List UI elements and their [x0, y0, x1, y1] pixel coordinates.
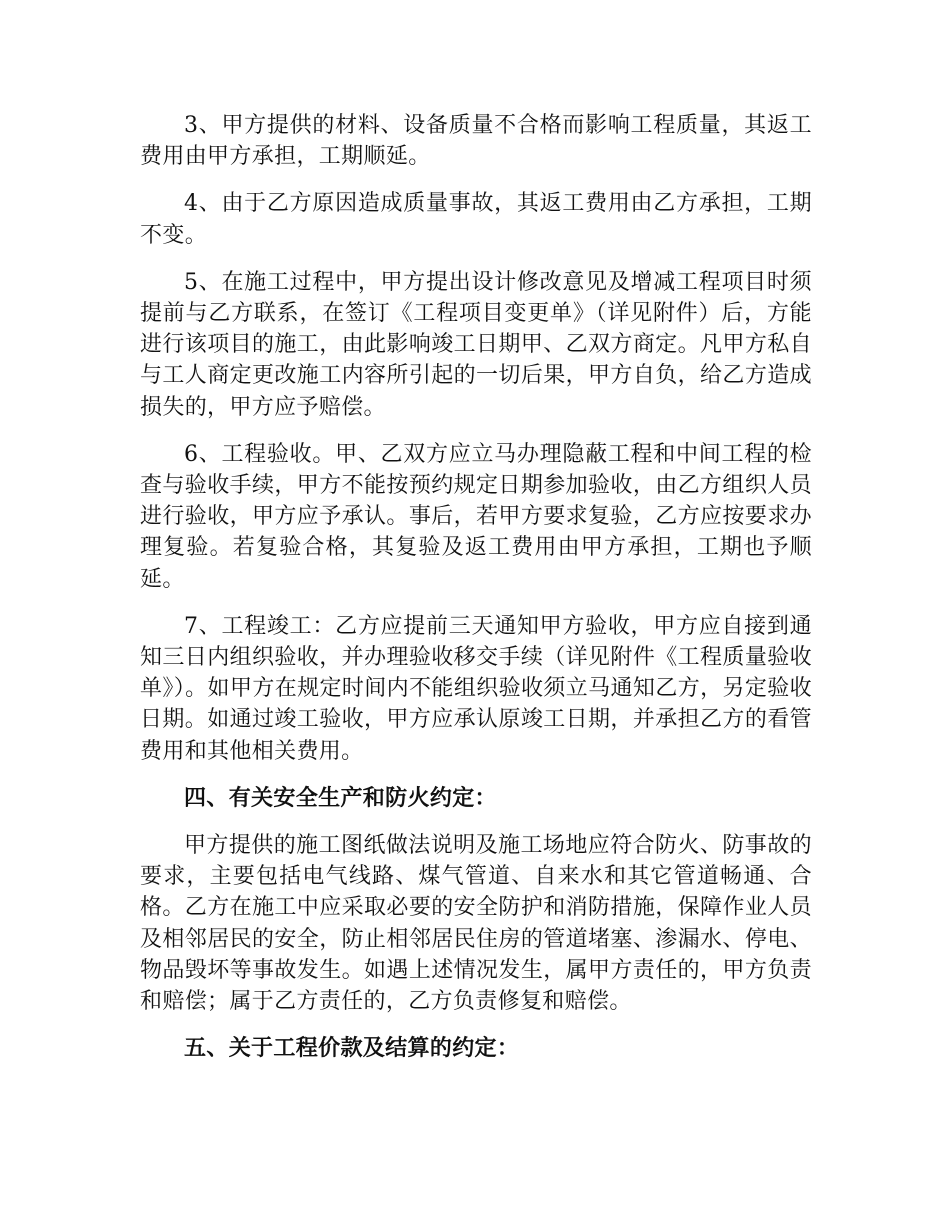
- clause-5: 5、在施工过程中，甲方提出设计修改意见及增减工程项目时须提前与乙方联系，在签订《工程项目变更单》（详见附件）后，方能进行该项目的施工，由此影响竣工日期甲、乙双方商定。凡甲方私自与工人商定更改施工内容所引起的一切后果，甲方自负，给乙方造成损失的，甲方应予赔偿。: [140, 269, 812, 420]
- section-5-heading: 五、关于工程价款及结算的约定：: [184, 1035, 520, 1062]
- clause-4: 4、由于乙方原因造成质量事故，其返工费用由乙方承担，工期不变。: [140, 191, 812, 248]
- section-4-heading: 四、有关安全生产和防火约定：: [184, 784, 497, 811]
- clause-6: 6、工程验收。甲、乙双方应立马办理隐蔽工程和中间工程的检查与验收手续，甲方不能按预约规定日期参加验收，由乙方组织人员进行验收，甲方应予承认。事后，若甲方要求复验，乙方应按要求办理复验。若复验合格，其复验及返工费用由甲方承担，工期也予顺延。: [140, 441, 812, 592]
- clause-7: 7、工程竣工：乙方应提前三天通知甲方验收，甲方应自接到通知三日内组织验收，并办理验收移交手续（详见附件《工程质量验收单》）。如甲方在规定时间内不能组织验收须立马通知乙方，另定验收日期。如通过竣工验收，甲方应承认原竣工日期，并承担乙方的看管费用和其他相关费用。: [140, 613, 812, 764]
- section-4-body: 甲方提供的施工图纸做法说明及施工场地应符合防火、防事故的要求，主要包括电气线路、煤气管道、自来水和其它管道畅通、合格。乙方在施工中应采取必要的安全防护和消防措施，保障作业人员及相邻居民的安全，防止相邻居民住房的管道堵塞、渗漏水、停电、物品毁坏等事故发生。如遇上述情况发生，属甲方责任的，甲方负责和赔偿；属于乙方责任的，乙方负责修复和赔偿。: [140, 833, 812, 1015]
- document-page: [140, 110, 812, 1080]
- clause-3: 3、甲方提供的材料、设备质量不合格而影响工程质量，其返工费用由甲方承担，工期顺延。: [140, 113, 812, 170]
